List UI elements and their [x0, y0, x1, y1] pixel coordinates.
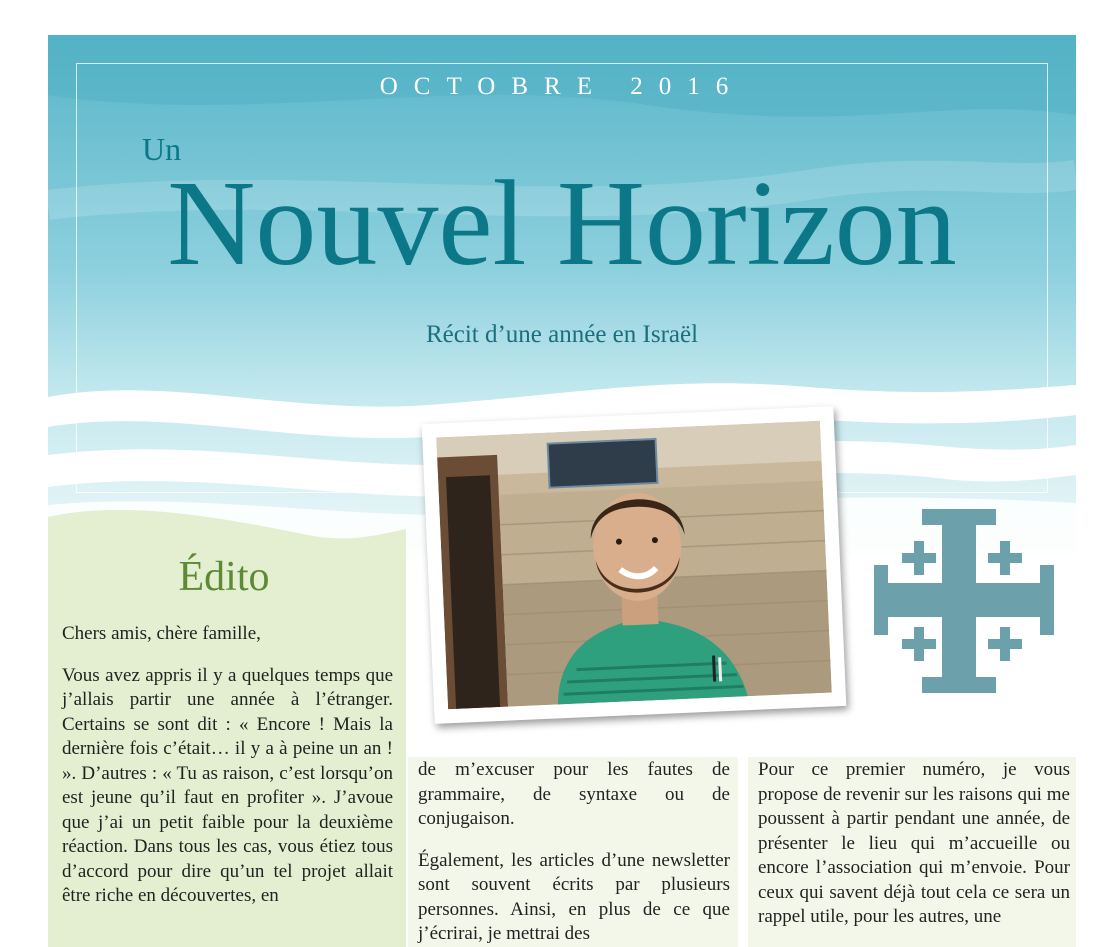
portrait-image: [436, 421, 831, 709]
newsletter-subtitle: Récit d’une année en Israël: [425, 321, 699, 348]
title-kicker: Un: [142, 131, 182, 167]
paragraph: Pour ce premier numéro, je vous propose de revenir sur les raisons qui me poussent à partir pendant une année, de présenter le lieu qui m’accueille ou encore l’association qui m’envoie. Pour ceux qui savent déjà tout cela ce sera un rappel utile, pour les autres, une: [758, 759, 1070, 927]
paragraph: de m’excuser pour les fautes de grammaire, de syntaxe ou de conjugaison.: [418, 759, 730, 829]
article-column-1: [62, 622, 393, 926]
salutation: Chers amis, chère famille,: [62, 623, 261, 644]
paragraph: Également, les articles d’une newsletter sont souvent écrits par plusieurs personnes. Ainsi, en plus de ce que j’écrirai, je mettrai des: [418, 849, 730, 944]
issue-date: OCTOBRE 2016: [379, 73, 745, 100]
portrait-photo: [422, 406, 847, 724]
article-column-3: [758, 758, 1070, 947]
newsletter-page: [48, 35, 1076, 947]
jerusalem-cross-icon: [874, 509, 1054, 694]
newsletter-title: Nouvel Horizon: [167, 156, 957, 291]
paragraph: Vous avez appris il y a quelques temps que j’allais partir une année à l’étranger. Certains se sont dit : « Encore ! Mais la dernière fois c’était… il y a à peine un an ! ». D’autres : « Tu as raison, c’est lorsqu’on est jeune qu’il faut en profiter ». J’avoue que j’ai un petit faible pour la deuxième réaction. Dans tous les cas, vous étiez tous d’accord pour dire qu’un tel projet allait être riche en découvertes, en: [62, 664, 393, 906]
edito-heading: Édito: [178, 554, 270, 600]
article-column-2: [418, 758, 730, 947]
